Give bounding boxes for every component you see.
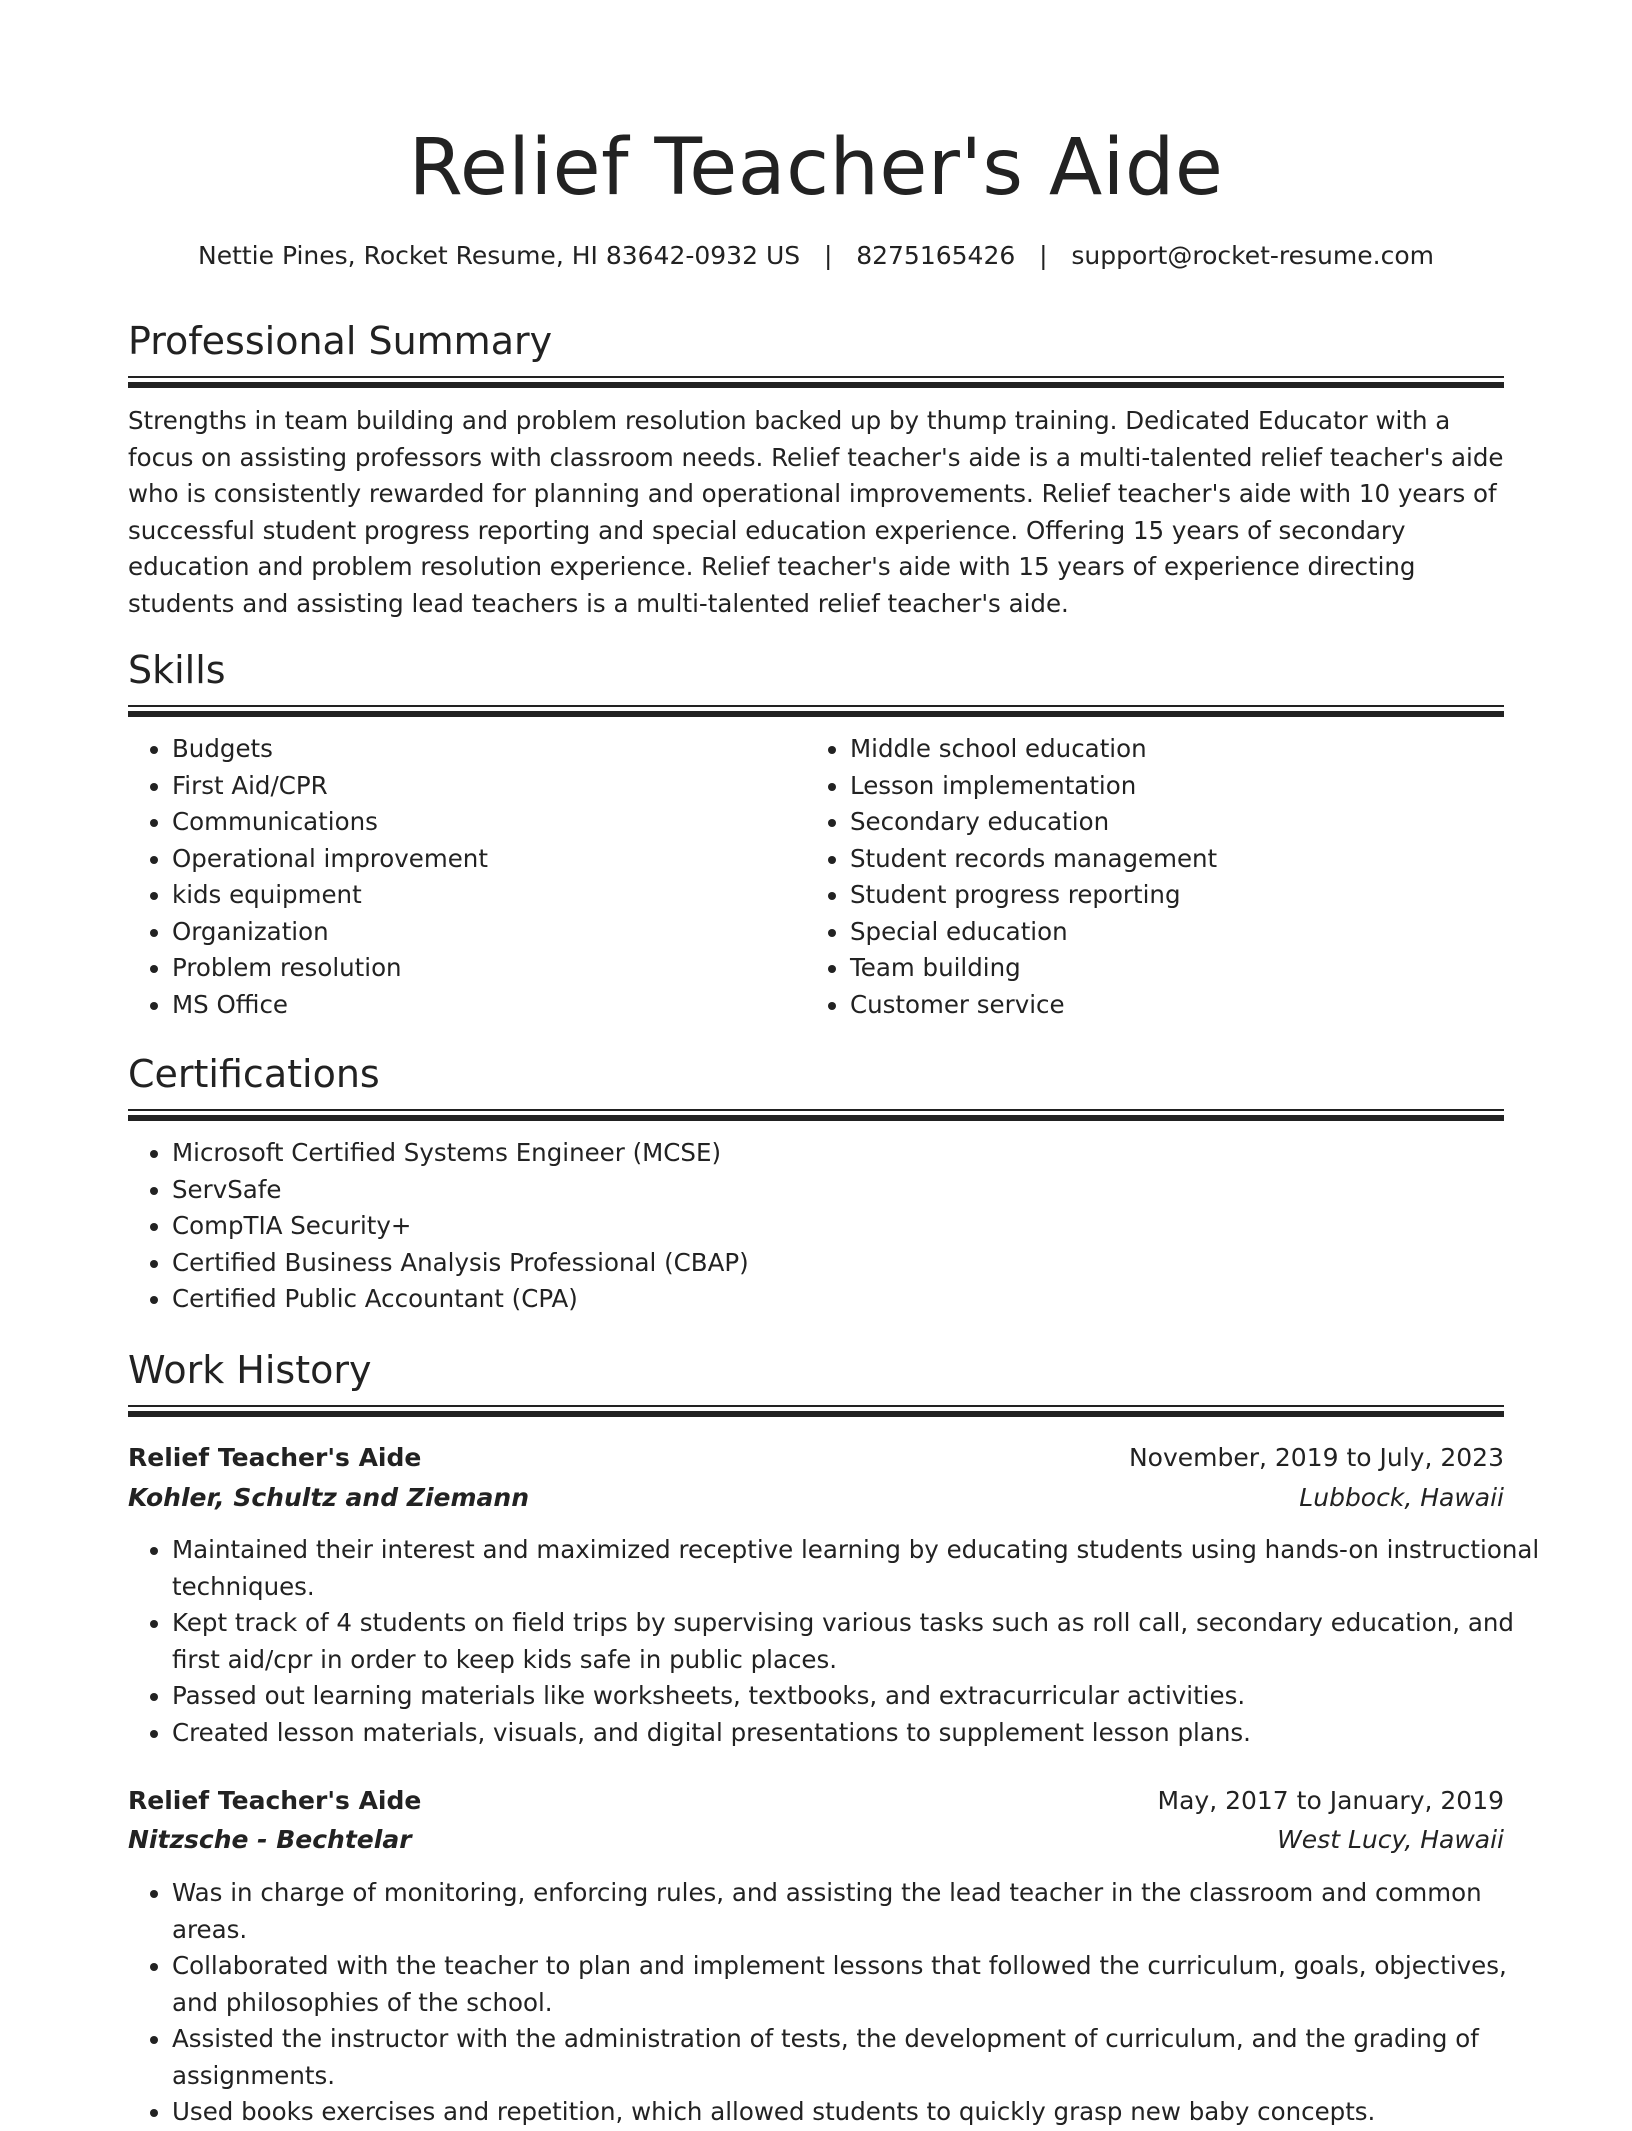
skill-item: • Organization [172, 914, 792, 951]
skills-divider [128, 705, 1504, 717]
certification-item: • ServSafe [172, 1172, 1548, 1209]
skill-item: • MS Office [172, 987, 792, 1024]
skills-heading: Skills [128, 648, 226, 692]
job-location: West Lucy, Hawaii [1277, 1825, 1504, 1854]
job-bullet: • Passed out learning materials like worksheets, textbooks, and extracurricular activities. [172, 1678, 1548, 1715]
job-bullet: • Maintained their interest and maximized receptive learning by educating students using hands-on instructional techniques. [172, 1532, 1548, 1605]
job-company: Nitzsche - Bechtelar [128, 1825, 412, 1854]
skill-item: • Customer service [850, 987, 1490, 1024]
summary-text: Strengths in team building and problem resolution backed up by thump training. Dedicated Educator with a focus on assisting professors with classroom needs. Relief teacher's aide is a multi-talented relief teacher's aide who is consistently rewarded for planning and operational improvements. Relief teacher's aide with 10 years of successful student progress reporting and special education experience. Offering 15 years of secondary education and problem resolution experience. Relief teacher's aide with 15 years of experience directing students and assisting lead teachers is a multi-talented relief teacher's aide. [128, 406, 1504, 618]
job-bullet: • Kept track of 4 students on field trips by supervising various tasks such as roll call, secondary education, and first aid/cpr in order to keep kids safe in public places. [172, 1605, 1548, 1678]
skills-list-right [806, 731, 1490, 1023]
certification-item: • Microsoft Certified Systems Engineer (MCSE) [172, 1135, 1548, 1172]
work-heading: Work History [128, 1348, 372, 1392]
skill-item: • Budgets [172, 731, 792, 768]
job-location: Lubbock, Hawaii [1299, 1483, 1504, 1512]
job-2-subheader [128, 1820, 1504, 1860]
job-title: Relief Teacher's Aide [128, 1443, 422, 1472]
certification-item: • CompTIA Security+ [172, 1208, 1548, 1245]
job-company: Kohler, Schultz and Ziemann [128, 1483, 529, 1512]
job-1-subheader [128, 1478, 1504, 1518]
job-2-bullets [128, 1875, 1548, 2131]
job-2-header [128, 1781, 1504, 1821]
job-1-bullets [128, 1532, 1548, 1751]
skill-item: • Student records management [850, 841, 1490, 878]
skill-item: • Secondary education [850, 804, 1490, 841]
skill-item: • kids equipment [172, 877, 792, 914]
skill-item: • Lesson implementation [850, 768, 1490, 805]
skill-item: • Middle school education [850, 731, 1490, 768]
job-bullet: • Created lesson materials, visuals, and digital presentations to supplement lesson plans. [172, 1715, 1548, 1752]
skill-item: • Team building [850, 950, 1490, 987]
certifications-heading: Certifications [128, 1052, 380, 1096]
job-bullet: • Was in charge of monitoring, enforcing rules, and assisting the lead teacher in the classroom and common areas. [172, 1875, 1548, 1948]
skills-list-left [128, 731, 792, 1023]
skill-item: • Student progress reporting [850, 877, 1490, 914]
certifications-list [128, 1135, 1548, 1318]
work-divider [128, 1405, 1504, 1417]
certifications-divider [128, 1109, 1504, 1121]
job-1-header [128, 1438, 1504, 1478]
job-dates: May, 2017 to January, 2019 [1157, 1786, 1504, 1815]
contact-line: Nettie Pines, Rocket Resume, HI 83642-0932 US | 8275165426 | support@rocket-resume.com [198, 241, 1434, 270]
certification-item: • Certified Public Accountant (CPA) [172, 1281, 1548, 1318]
skill-item: • Problem resolution [172, 950, 792, 987]
job-title: Relief Teacher's Aide [128, 1786, 422, 1815]
job-bullet: • Assisted the instructor with the administration of tests, the development of curriculum, and the grading of assignments. [172, 2021, 1548, 2094]
job-bullet: • Used books exercises and repetition, which allowed students to quickly grasp new baby concepts. [172, 2094, 1548, 2131]
resume-title: Relief Teacher's Aide [408, 123, 1224, 213]
skill-item: • Operational improvement [172, 841, 792, 878]
certification-item: • Certified Business Analysis Professional (CBAP) [172, 1245, 1548, 1282]
skill-item: • First Aid/CPR [172, 768, 792, 805]
job-bullet: • Collaborated with the teacher to plan and implement lessons that followed the curriculum, goals, objectives, and philosophies of the school. [172, 1948, 1548, 2021]
summary-divider [128, 376, 1504, 388]
skill-item: • Communications [172, 804, 792, 841]
job-dates: November, 2019 to July, 2023 [1128, 1443, 1504, 1472]
summary-heading: Professional Summary [128, 319, 553, 363]
skill-item: • Special education [850, 914, 1490, 951]
